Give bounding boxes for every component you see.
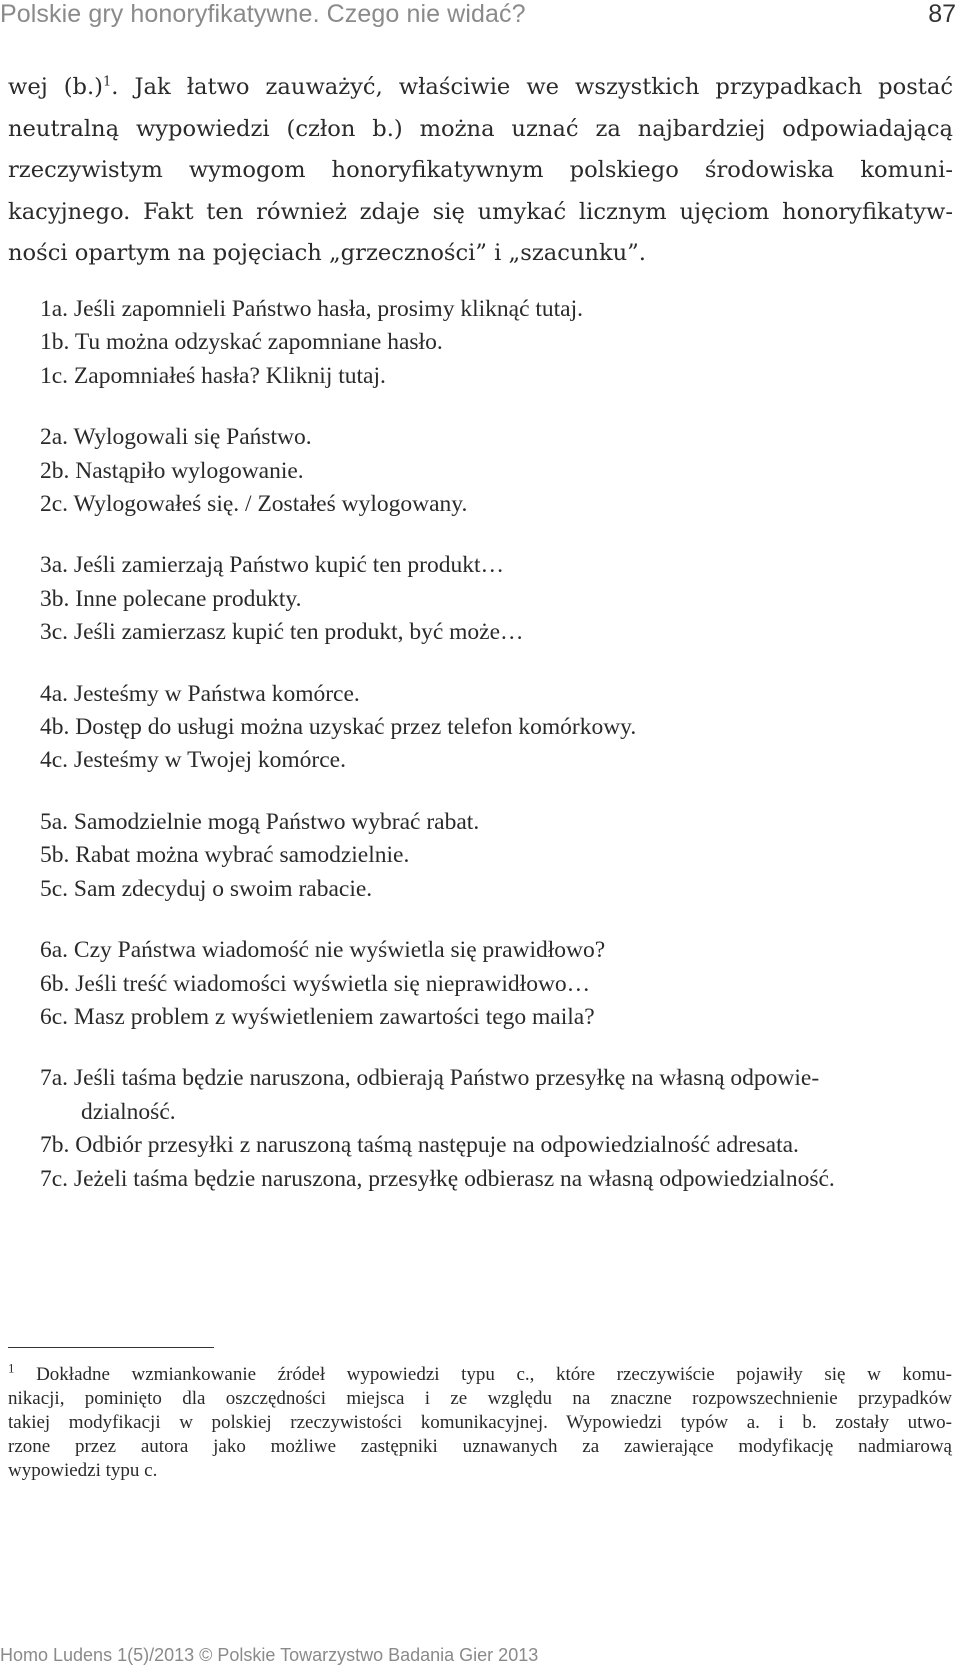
- example-group-4: [40, 678, 955, 778]
- example-group-2: [40, 421, 955, 521]
- example-group-7: [40, 1062, 955, 1196]
- body-paragraph: [8, 67, 953, 275]
- example-text-continuation: dzialność.: [81, 1098, 176, 1125]
- example-item: 5b. Rabat można wybrać samodzielnie.: [40, 842, 410, 869]
- body-line: neutralną wypowiedzi (człon b.) można uznać za najbardziej odpowiadającą: [8, 115, 953, 142]
- body-line: ności opartym na pojęciach „grzeczności” i „szacunku”.: [8, 240, 646, 267]
- example-group-5: [40, 806, 955, 906]
- running-header: [0, 0, 960, 40]
- example-item: 3a. Jeśli zamierzają Państwo kupić ten produkt…: [40, 552, 504, 579]
- example-item: 2b. Nastąpiło wylogowanie.: [40, 457, 304, 484]
- body-text: wej (b.): [8, 74, 103, 100]
- example-item: 6c. Masz problem z wyświetleniem zawartości tego maila?: [40, 1003, 595, 1030]
- example-item: 6b. Jeśli treść wiadomości wyświetla się nieprawidłowo…: [40, 970, 591, 997]
- example-item: 3b. Inne polecane produkty.: [40, 585, 302, 612]
- footnote-line: rzone przez autora jako możliwe zastępniki uznawanych za zawierające modyfikację nadmiarową: [8, 1436, 952, 1457]
- example-item: 7c. Jeżeli taśma będzie naruszona, przesyłkę odbierasz na własną odpowiedzialność.: [40, 1165, 835, 1192]
- example-item: 6a. Czy Państwa wiadomość nie wyświetla się prawidłowo?: [40, 937, 606, 964]
- body-line: [8, 67, 953, 109]
- footnote-line: [8, 1360, 952, 1387]
- footnote-mark: 1: [8, 1360, 15, 1376]
- examples-list: [40, 293, 955, 1224]
- example-group-6: [40, 934, 955, 1034]
- footnote-line: nikacji, pominięto dla oszczędności miejsca i ze względu na znaczne rozpowszechnienie przypadków: [8, 1388, 952, 1409]
- body-line: rzeczywistym wymogom honoryfikatywnym polskiego środowiska komuni-: [8, 157, 953, 184]
- example-group-3: [40, 549, 955, 649]
- body-text: . Jak łatwo zauważyć, właściwie we wszystkich przypadkach postać: [111, 74, 954, 100]
- example-item: 2a. Wylogowali się Państwo.: [40, 424, 312, 451]
- example-item: 1b. Tu można odzyskać zapomniane hasło.: [40, 329, 443, 356]
- footnote: [8, 1360, 952, 1483]
- body-line: kacyjnego. Fakt ten również zdaje się umykać licznym ujęciom honoryfikatyw-: [8, 198, 953, 225]
- example-item: 4a. Jesteśmy w Państwa komórce.: [40, 680, 360, 707]
- example-group-1: [40, 293, 955, 393]
- footnote-line: wypowiedzi typu c.: [8, 1460, 158, 1481]
- page-number: 87: [928, 0, 956, 28]
- example-item: 5a. Samodzielnie mogą Państwo wybrać rabat.: [40, 808, 480, 835]
- example-item: 4b. Dostęp do usługi można uzyskać przez telefon komórkowy.: [40, 714, 637, 741]
- example-item: 3c. Jeśli zamierzasz kupić ten produkt, być może…: [40, 619, 524, 646]
- example-item: 5c. Sam zdecyduj o swoim rabacie.: [40, 875, 373, 902]
- footnote-reference[interactable]: 1: [103, 74, 112, 90]
- example-item: 1c. Zapomniałeś hasła? Kliknij tutaj.: [40, 362, 386, 389]
- example-item: 2c. Wylogowałeś się. / Zostałeś wylogowany.: [40, 491, 468, 518]
- footnote-line: takiej modyfikacji w polskiej rzeczywistości komunikacyjnej. Wypowiedzi typów a. i b. zostały utwo-: [8, 1412, 952, 1433]
- example-item: [40, 1062, 955, 1129]
- example-item: 1a. Jeśli zapomnieli Państwo hasła, prosimy kliknąć tutaj.: [40, 296, 584, 322]
- running-title: Polskie gry honoryfikatywne. Czego nie widać?: [0, 0, 526, 28]
- footnote-text: Dokładne wzmiankowanie źródeł wypowiedzi typu c., które rzeczywiście pojawiły się w komu-: [14, 1364, 952, 1385]
- footnote-divider: [8, 1347, 214, 1348]
- running-footer: Homo Ludens 1(5)/2013 © Polskie Towarzystwo Badania Gier 2013: [0, 1645, 539, 1665]
- example-text: 7a. Jeśli taśma będzie naruszona, odbierają Państwo przesyłkę na własną odpowie-: [40, 1065, 820, 1092]
- example-item: 7b. Odbiór przesyłki z naruszoną taśmą następuje na odpowiedzialność adresata.: [40, 1132, 799, 1159]
- example-item: 4c. Jesteśmy w Twojej komórce.: [40, 747, 346, 774]
